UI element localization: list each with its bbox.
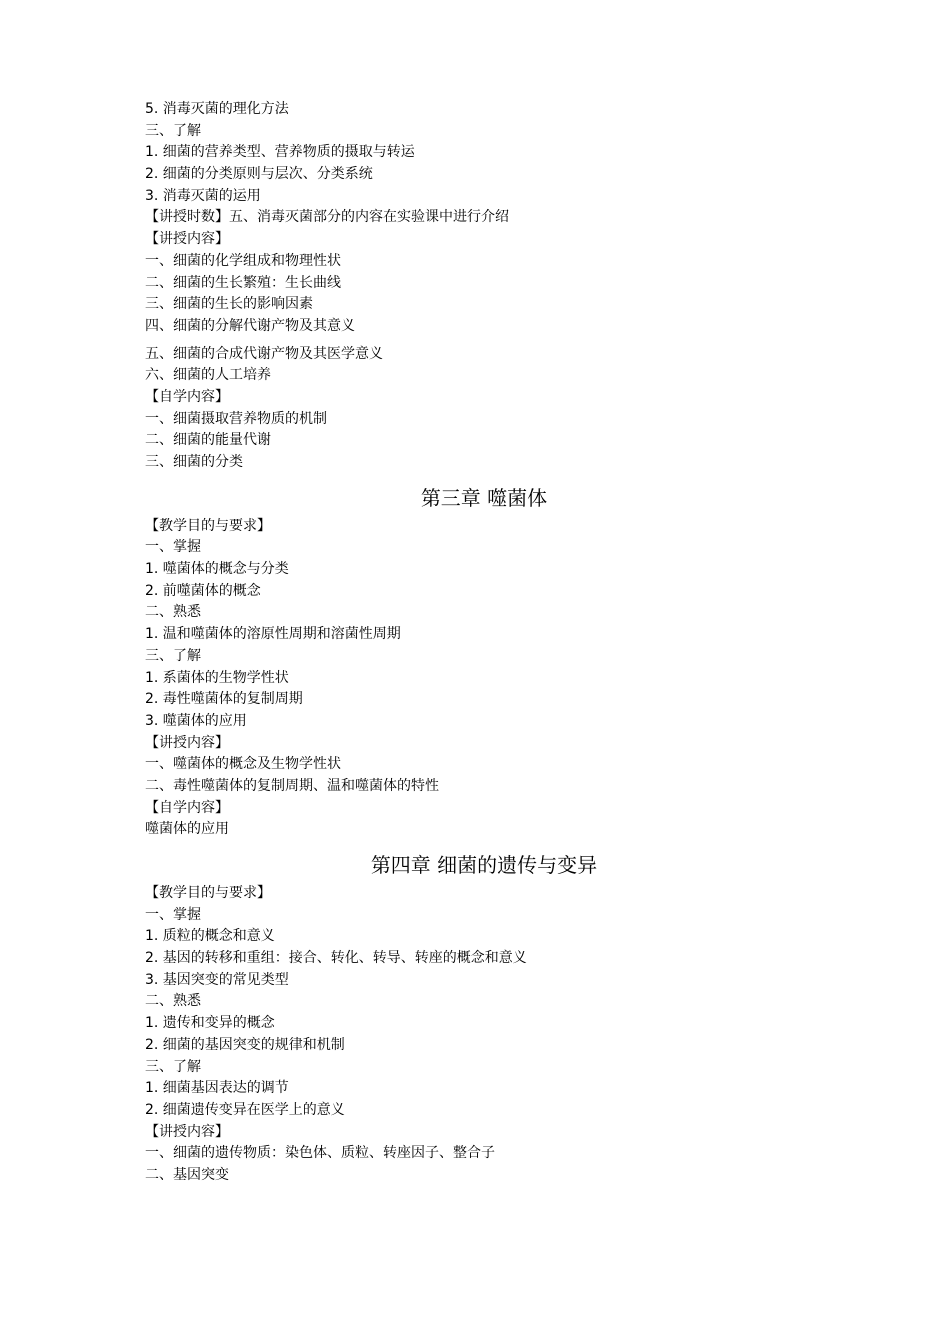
text-line: 【讲授内容】 [145, 734, 229, 751]
text-line: 二、毒性噬菌体的复制周期、温和噬菌体的特性 [145, 777, 439, 794]
text-line: 四、细菌的分解代谢产物及其意义 [145, 317, 355, 334]
text-line: 三、了解 [145, 122, 201, 139]
text-line: 1. 噬菌体的概念与分类 [145, 561, 289, 578]
text-line: 二、熟悉 [145, 993, 201, 1010]
text-line: 一、掌握 [145, 906, 201, 923]
text-line: 二、基因突变 [145, 1166, 229, 1183]
text-line: 1. 遗传和变异的概念 [145, 1015, 275, 1032]
text-line: 3. 噬菌体的应用 [145, 712, 247, 729]
text-line: 一、细菌的遗传物质：染色体、质粒、转座因子、整合子 [145, 1145, 495, 1162]
text-line: 三、了解 [145, 1058, 201, 1075]
text-line: 三、细菌的生长的影响因素 [145, 296, 313, 313]
text-line: 噬菌体的应用 [145, 821, 229, 838]
text-line: 六、细菌的人工培养 [145, 367, 271, 384]
chapter-3 [145, 480, 825, 841]
text-line: 三、细菌的分类 [145, 454, 243, 470]
document-page [145, 99, 825, 1187]
text-line: 【讲授内容】 [145, 231, 229, 248]
text-line: 2. 前噬菌体的概念 [145, 582, 261, 599]
text-line: 一、细菌摄取营养物质的机制 [145, 410, 327, 427]
text-line: 一、噬菌体的概念及生物学性状 [145, 756, 341, 773]
text-line: 1. 系菌体的生物学性状 [145, 669, 289, 686]
chapter-4-title: 第四章 细菌的遗传与变异 [370, 853, 598, 877]
text-line: 一、细菌的化学组成和物理性状 [145, 252, 341, 269]
text-line: 【自学内容】 [145, 388, 229, 405]
text-line: 【自学内容】 [145, 799, 229, 816]
text-line: 1. 温和噬菌体的溶原性周期和溶菌性周期 [145, 626, 401, 643]
text-line: 三、了解 [145, 647, 201, 664]
text-line: 2. 细菌的分类原则与层次、分类系统 [145, 166, 373, 183]
text-line: 一、掌握 [145, 539, 201, 556]
text-line: 1. 细菌的营养类型、营养物质的摄取与转运 [145, 144, 415, 161]
section-top [145, 99, 825, 474]
text-line: 3. 消毒灭菌的运用 [145, 187, 261, 204]
text-line: 2. 基因的转移和重组：接合、转化、转导、转座的概念和意义 [145, 950, 527, 967]
text-line: 【讲授内容】 [145, 1123, 229, 1140]
text-line: 5. 消毒灭菌的理化方法 [145, 101, 289, 117]
text-line: 3. 基因突变的常见类型 [145, 971, 289, 988]
text-line: 2. 细菌的基因突变的规律和机制 [145, 1036, 345, 1053]
text-line: 【教学目的与要求】 [145, 885, 271, 901]
text-line: 二、细菌的生长繁殖：生长曲线 [145, 274, 341, 291]
chapter-4 [145, 847, 825, 1187]
text-line: 2. 毒性噬菌体的复制周期 [145, 691, 303, 708]
text-line: 【讲授时数】五、消毒灭菌部分的内容在实验课中进行介绍 [145, 209, 509, 226]
text-line: 二、细菌的能量代谢 [145, 432, 271, 449]
text-line: 【教学目的与要求】 [145, 517, 271, 534]
text-line: 1. 质粒的概念和意义 [145, 928, 275, 945]
text-line: 二、熟悉 [145, 604, 201, 621]
text-line: 五、细菌的合成代谢产物及其医学意义 [145, 345, 383, 362]
chapter-3-title: 第三章 噬菌体 [420, 485, 548, 510]
text-line: 2. 细菌遗传变异在医学上的意义 [145, 1101, 345, 1118]
text-line: 1. 细菌基因表达的调节 [145, 1080, 289, 1097]
